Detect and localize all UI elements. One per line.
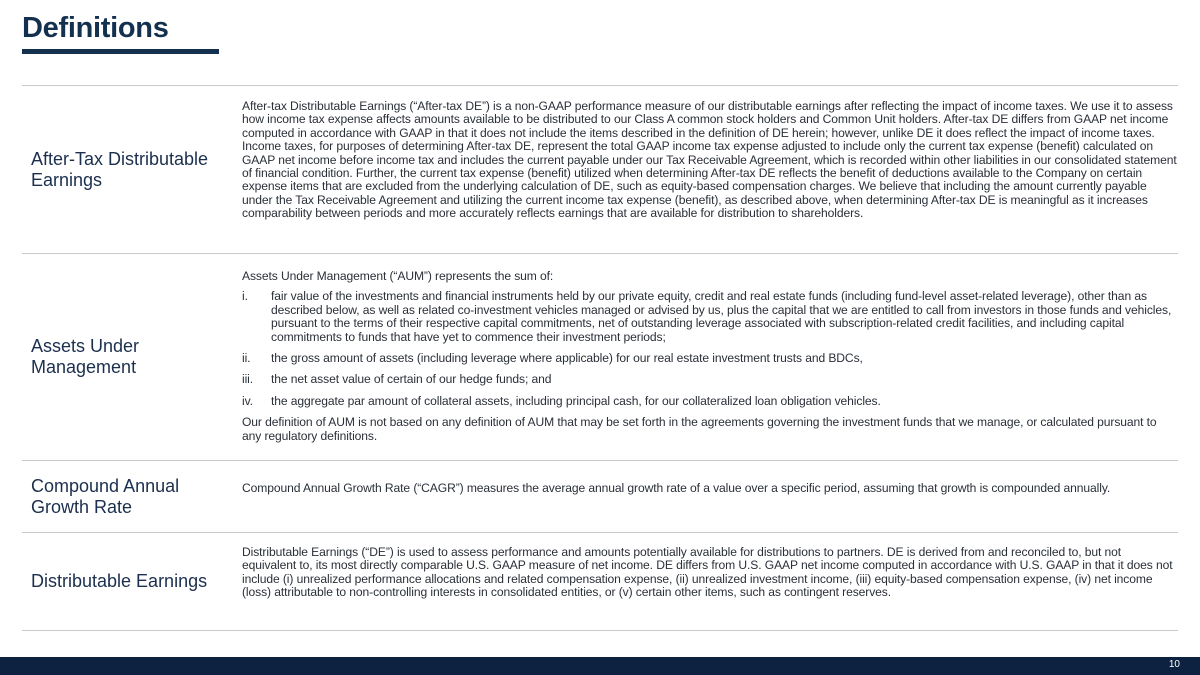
definition-row-cagr (22, 461, 1178, 532)
list-item-text: fair value of the investments and financial instruments held by our private equity, credit and real estate funds (including fund-level asset-related leverage), other than as described below, as well as related co-investment vehicles managed or advised by us, plus the capital that we are entitled to call from investors in those funds and vehicles, pursuant to the terms of their respective capital commitments, net of outstanding leverage associated with subscription-related credit facilities, and including capital commitments to funds that have yet to commence their investment periods; (271, 289, 1172, 344)
definition-row-de (22, 533, 1178, 630)
list-item-number: iv. (242, 393, 253, 408)
definition-paragraph: Compound Annual Growth Rate (“CAGR”) measures the average annual growth rate of a value over a specific period, assuming that growth is compounded annually. (242, 481, 1111, 495)
list-item (242, 373, 1178, 386)
definition-term: Assets Under Management (31, 336, 140, 377)
aum-outro: Our definition of AUM is not based on any definition of AUM that may be set forth in the agreements governing the investment funds that we manage, or calculated pursuant to any regulatory definitions. (242, 415, 1157, 443)
list-item (242, 352, 1178, 365)
page-number: 10 (1168, 659, 1180, 670)
list-item (242, 290, 1178, 344)
list-item-number: iii. (242, 372, 254, 387)
definition-term: Distributable Earnings (31, 571, 208, 591)
list-item-text: the aggregate par amount of collateral assets, including principal cash, for our collateralized loan obligation vehicles. (271, 393, 881, 408)
definition-term: Compound Annual Growth Rate (31, 475, 180, 517)
definition-text (242, 270, 1178, 443)
definition-text (242, 546, 1178, 600)
title-underline (22, 49, 219, 54)
list-item-number: i. (242, 289, 248, 304)
definition-row-aum (22, 254, 1178, 460)
footer-bar (0, 657, 1200, 675)
list-item-number: ii. (242, 351, 251, 366)
page-title: Definitions (22, 12, 169, 44)
list-item-text: the net asset value of certain of our hedge funds; and (271, 372, 552, 387)
divider (22, 630, 1178, 631)
list-item (242, 395, 1178, 408)
definition-paragraph: After-tax Distributable Earnings (“After-tax DE”) is a non-GAAP performance measure of our distributable earnings after reflecting the impact of income taxes. We use it to assess how income tax expense affects amounts available to be distributed to our Class A common stock holders and Common Unit holders. After-tax DE differs from GAAP net income computed in accordance with GAAP in that it does not include the items described in the definition of DE herein; however, unlike DE it does reflect the impact of income taxes. Income taxes, for purposes of determining After-tax DE, represent the total GAAP income tax expense adjusted to include only the current tax expense (benefit) calculated on GAAP net income before income tax and includes the current payable under our Tax Receivable Agreement, which is recorded within other liabilities in our consolidated statement of financial condition. Further, the current tax expense (benefit) utilized when determining After-tax DE reflects the benefit of deductions available to the Company on certain expense items that are excluded from the underlying calculation of DE, such as equity-based compensation charges. We believe that including the amount currently payable under the Tax Receivable Agreement and utilizing the current income tax expense (benefit), as described above, when determining After-tax DE is meaningful as it increases comparability between periods and more accurately reflects earnings that are available for distribution to shareholders. (242, 99, 1177, 221)
definition-paragraph: Distributable Earnings (“DE”) is used to assess performance and amounts potentially available for distributions to partners. DE is derived from and reconciled to, but not equivalent to, its most directly comparable U.S. GAAP measure of net income. DE differs from U.S. GAAP net income computed in accordance with U.S. GAAP in that it does not include (i) unrealized performance allocations and related compensation expense, (ii) unrealized investment income, (iii) equity-based compensation expense, (iv) net income (loss) attributable to non-controlling interests in consolidated entities, or (v) certain other items, such as contingent reserves. (242, 545, 1173, 600)
aum-intro: Assets Under Management (“AUM”) represents the sum of: (242, 269, 554, 283)
list-item-text: the gross amount of assets (including leverage where applicable) for our real estate investment trusts and BDCs, (271, 351, 863, 366)
definition-text (242, 482, 1178, 495)
definition-text (242, 100, 1178, 221)
definition-row-after-tax-de (22, 86, 1178, 253)
aum-component-list (242, 290, 1178, 408)
definition-term: After-Tax Distributable Earnings (31, 148, 209, 190)
